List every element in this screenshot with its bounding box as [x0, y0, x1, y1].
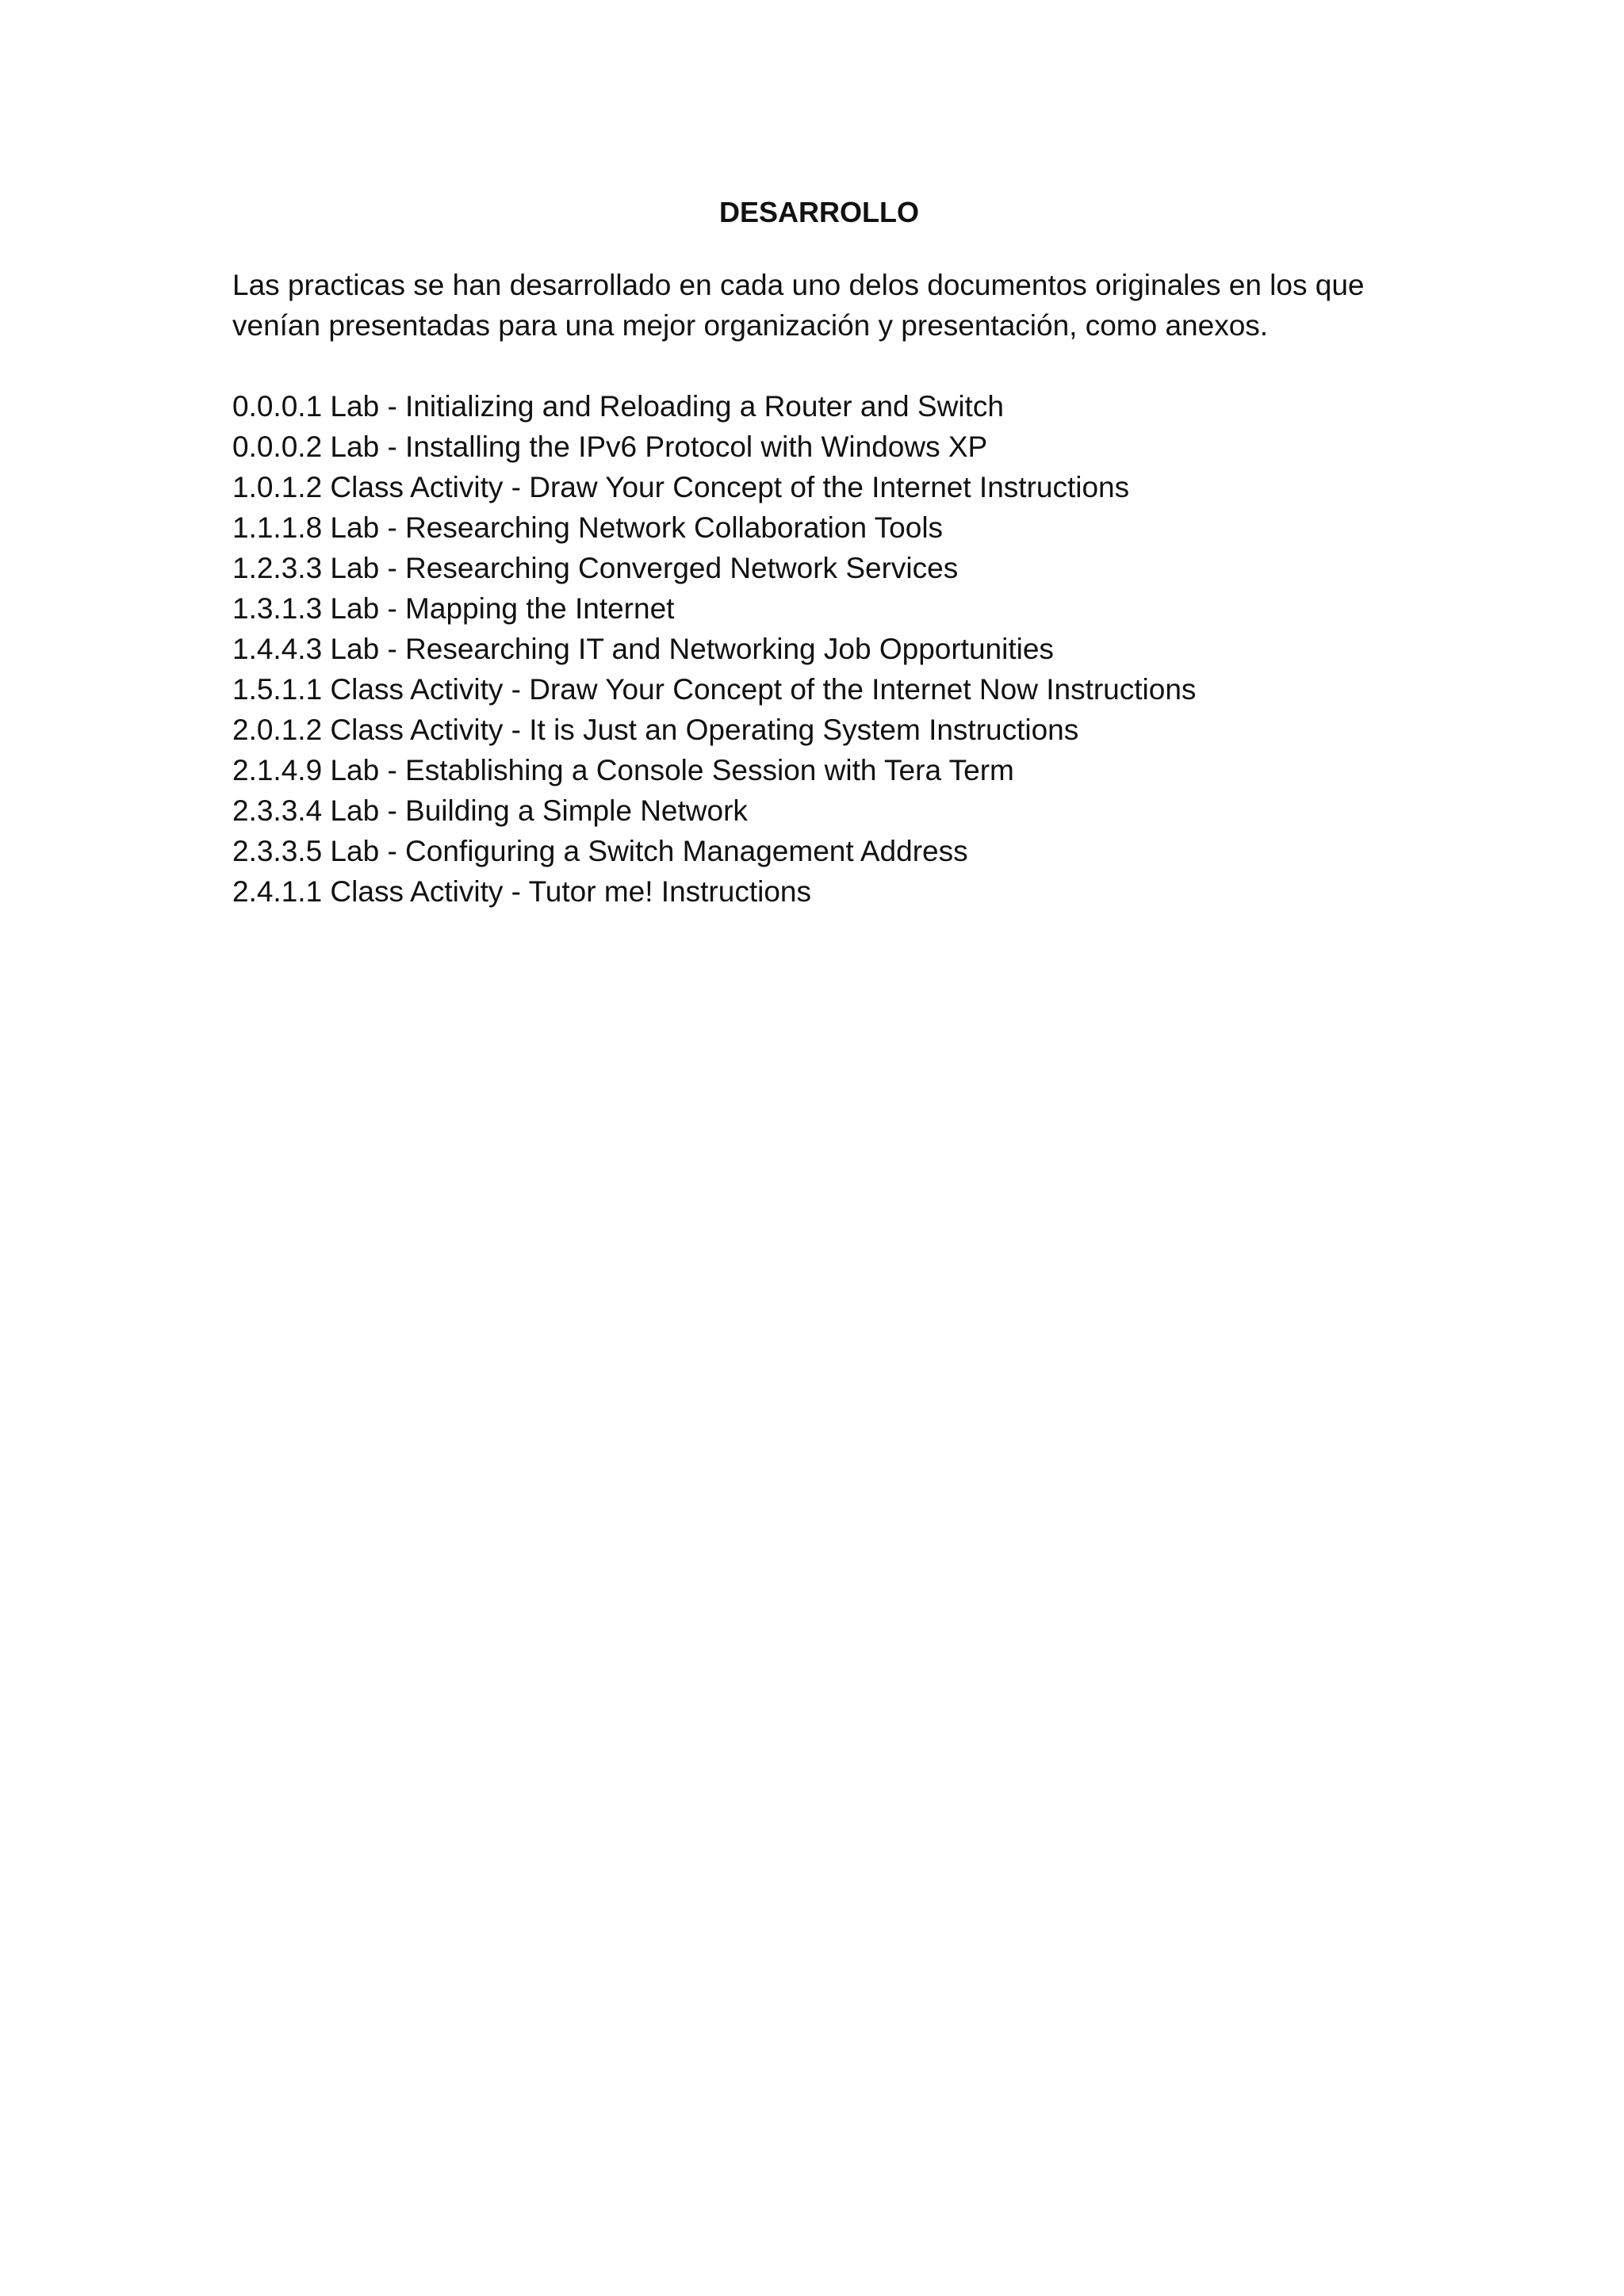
intro-line-1: Las practicas se han desarrollado en cada uno delos documentos originales en los que — [232, 269, 1365, 301]
page-content — [232, 189, 1406, 912]
annex-item: 1.5.1.1 Class Activity - Draw Your Concept of the Internet Now Instructions — [232, 673, 1197, 706]
annex-item: 1.1.1.8 Lab - Researching Network Collaboration Tools — [232, 511, 944, 544]
annex-item: 2.1.4.9 Lab - Establishing a Console Session with Tera Term — [232, 754, 1014, 786]
intro-line-2: venían presentadas para una mejor organización y presentación, como anexos. — [232, 309, 1269, 342]
annex-item: 2.0.1.2 Class Activity - It is Just an Operating System Instructions — [232, 714, 1079, 746]
document-title: DESARROLLO — [719, 196, 919, 228]
intro-paragraph — [232, 265, 1406, 346]
annex-item: 1.0.1.2 Class Activity - Draw Your Concept of the Internet Instructions — [232, 471, 1130, 503]
annex-item: 0.0.0.1 Lab - Initializing and Reloading a Router and Switch — [232, 390, 1004, 423]
annex-item: 1.4.4.3 Lab - Researching IT and Networking Job Opportunities — [232, 633, 1054, 665]
annex-item: 2.4.1.1 Class Activity - Tutor me! Instructions — [232, 875, 811, 908]
annex-item: 0.0.0.2 Lab - Installing the IPv6 Protocol with Windows XP — [232, 430, 988, 463]
annex-item: 2.3.3.4 Lab - Building a Simple Network — [232, 794, 748, 827]
annex-item: 2.3.3.5 Lab - Configuring a Switch Management Address — [232, 835, 968, 867]
annex-item: 1.2.3.3 Lab - Researching Converged Network Services — [232, 552, 959, 584]
annex-list — [232, 386, 1406, 912]
annex-item: 1.3.1.3 Lab - Mapping the Internet — [232, 592, 675, 625]
